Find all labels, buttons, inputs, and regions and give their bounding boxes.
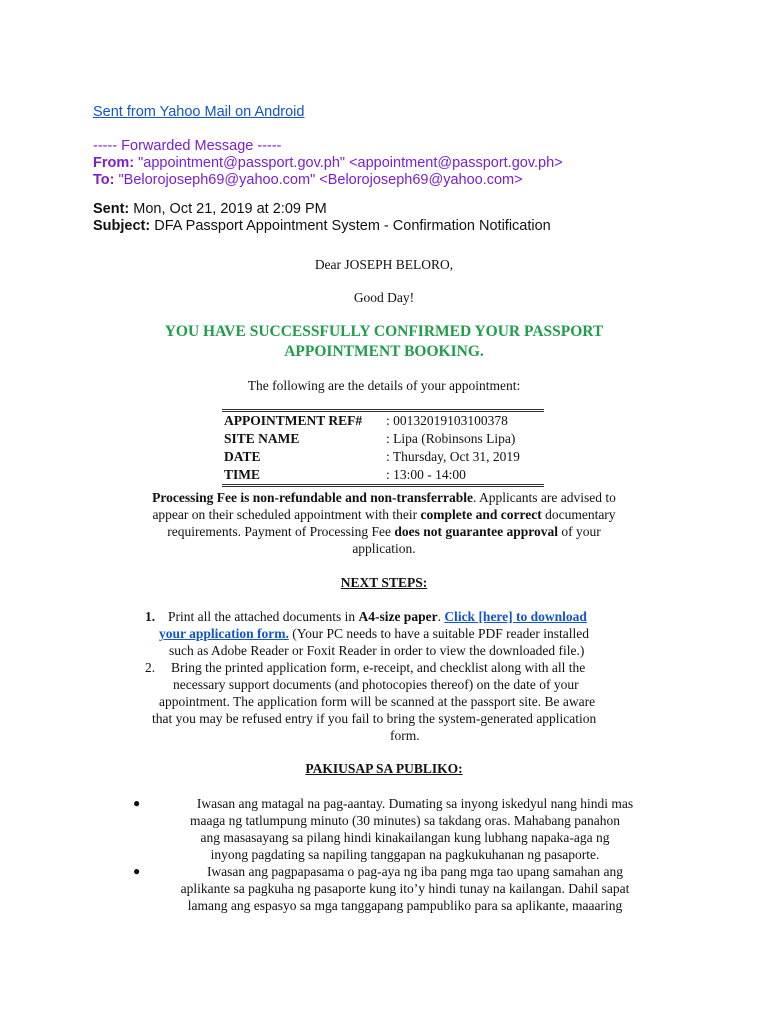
step-1-line-1	[145, 608, 665, 625]
notice-line-3	[0, 523, 768, 540]
step-2-line-2: necessary support documents (and photocopies thereof) on the date of your	[173, 677, 579, 692]
application-form-link[interactable]: your application form.	[159, 626, 289, 641]
step-2-line-5: form.	[390, 728, 420, 743]
greeting: Dear JOSEPH BELORO,	[314, 257, 454, 272]
bullet-1-line-2: maaga ng tatlumpung minuto (30 minutes) sa takdang oras. Mahabang panahon	[189, 813, 621, 828]
good-day: Good Day!	[353, 290, 415, 305]
bullet-2-text	[140, 863, 670, 914]
step-1	[145, 608, 665, 659]
bullet-1-line-4: inyong pagdating sa napiling tanggapan na pagkukuhanan ng pasaporte.	[210, 847, 600, 862]
step-1-number: 1.	[145, 609, 156, 624]
notice-text-5: of your	[558, 524, 601, 539]
notice-text-4: requirements. Payment of Processing Fee	[167, 524, 395, 539]
subject-line	[93, 218, 551, 234]
bullet-2-line-3: lamang ang espasyo sa mga tanggapang pampubliko para sa aplikante, maaaring	[187, 898, 623, 913]
from-label: From:	[93, 155, 135, 171]
bullet-1-icon: ●	[133, 796, 141, 810]
site-name-label: SITE NAME	[224, 431, 300, 446]
appointment-row-date	[222, 448, 544, 466]
appointment-row-time	[222, 466, 544, 484]
notice-bold-fee: Processing Fee is non-refundable and non-transferrable	[152, 490, 474, 505]
step-1-text-b: .	[437, 609, 445, 624]
bullet-1-line-1: Iwasan ang matagal na pag-aantay. Dumating sa inyong iskedyul nang hindi mas	[196, 796, 634, 811]
confirm-line-2: APPOINTMENT BOOKING.	[284, 343, 484, 360]
bullet-1-line-3: ang masasayang sa pilang hindi kinakailangan kung lubhang napaka-aga ng	[200, 830, 610, 845]
appointment-row-site	[222, 430, 544, 448]
subject-label: Subject:	[93, 218, 151, 234]
step-2-line-3: appointment. The application form will be scanned at the passport site. Be aware	[159, 694, 596, 709]
sent-value: Mon, Oct 21, 2019 at 2:09 PM	[133, 201, 327, 217]
bullet-1-text	[140, 795, 670, 863]
date-value: : Thursday, Oct 31, 2019	[386, 449, 520, 464]
step-2-line-4: that you may be refused entry if you fail to bring the system-generated application	[152, 711, 597, 726]
time-value: : 13:00 - 14:00	[386, 467, 466, 482]
notice-bold-approval: does not guarantee approval	[394, 524, 559, 539]
to-value: "Belorojoseph69@yahoo.com" <Belorojoseph69@yahoo.com>	[118, 172, 523, 188]
next-steps-title: NEXT STEPS:	[340, 575, 428, 590]
step-1-line-2	[145, 625, 665, 642]
notice-text-3: documentary	[541, 507, 616, 522]
notice-text-1: . Applicants are advised to	[473, 490, 616, 505]
step-1-text-c: (Your PC needs to have a suitable PDF reader installed	[288, 626, 589, 641]
bullet-2-line-1: Iwasan ang pagpapasama o pag-aya ng iba pang mga tao upang samahan ang	[206, 864, 624, 879]
appointment-row-ref	[222, 412, 544, 430]
download-link[interactable]: Click [here] to download	[444, 609, 587, 624]
from-line	[93, 155, 563, 171]
sent-label: Sent:	[93, 201, 130, 217]
step-2-number: 2.	[145, 660, 156, 675]
notice-line-2	[0, 506, 768, 523]
sent-line	[93, 201, 327, 217]
step-1-text-a: Print all the attached documents in	[168, 609, 359, 624]
bullet-2-icon: ●	[133, 864, 141, 878]
notice-line-4: application.	[352, 541, 416, 556]
step-2-line-1: Bring the printed application form, e-receipt, and checklist along with all the	[171, 660, 586, 675]
step-2	[145, 659, 665, 744]
pakiusap-title: PAKIUSAP SA PUBLIKO:	[305, 761, 463, 776]
sent-from-link[interactable]: Sent from Yahoo Mail on Android	[93, 104, 305, 120]
bullet-2-line-2: aplikante sa pagkuha ng pasaporte kung ito’y hindi tunay na kailangan. Dahil sapat	[180, 881, 630, 896]
notice-text-2: appear on their scheduled appointment with their	[152, 507, 421, 522]
forwarded-marker: ----- Forwarded Message -----	[93, 138, 282, 154]
date-label: DATE	[224, 449, 261, 464]
notice-line-1	[0, 489, 768, 506]
confirm-line-1: YOU HAVE SUCCESSFULLY CONFIRMED YOUR PASSPORT	[164, 323, 604, 340]
details-intro: The following are the details of your appointment:	[247, 378, 521, 393]
step-1-bold-a4: A4-size paper	[358, 609, 438, 624]
to-label: To:	[93, 172, 115, 188]
notice-bold-complete: complete and correct	[420, 507, 542, 522]
site-name-value: : Lipa (Robinsons Lipa)	[386, 431, 516, 446]
appointment-ref-value: : 00132019103100378	[386, 413, 508, 428]
subject-value: DFA Passport Appointment System - Confirmation Notification	[154, 218, 551, 234]
step-1-line-3: such as Adobe Reader or Foxit Reader in order to view the downloaded file.)	[169, 643, 585, 658]
time-label: TIME	[224, 467, 261, 482]
to-line	[93, 172, 523, 188]
appointment-table	[222, 409, 544, 487]
appointment-ref-label: APPOINTMENT REF#	[224, 413, 363, 428]
from-value: "appointment@passport.gov.ph" <appointment@passport.gov.ph>	[138, 155, 563, 171]
